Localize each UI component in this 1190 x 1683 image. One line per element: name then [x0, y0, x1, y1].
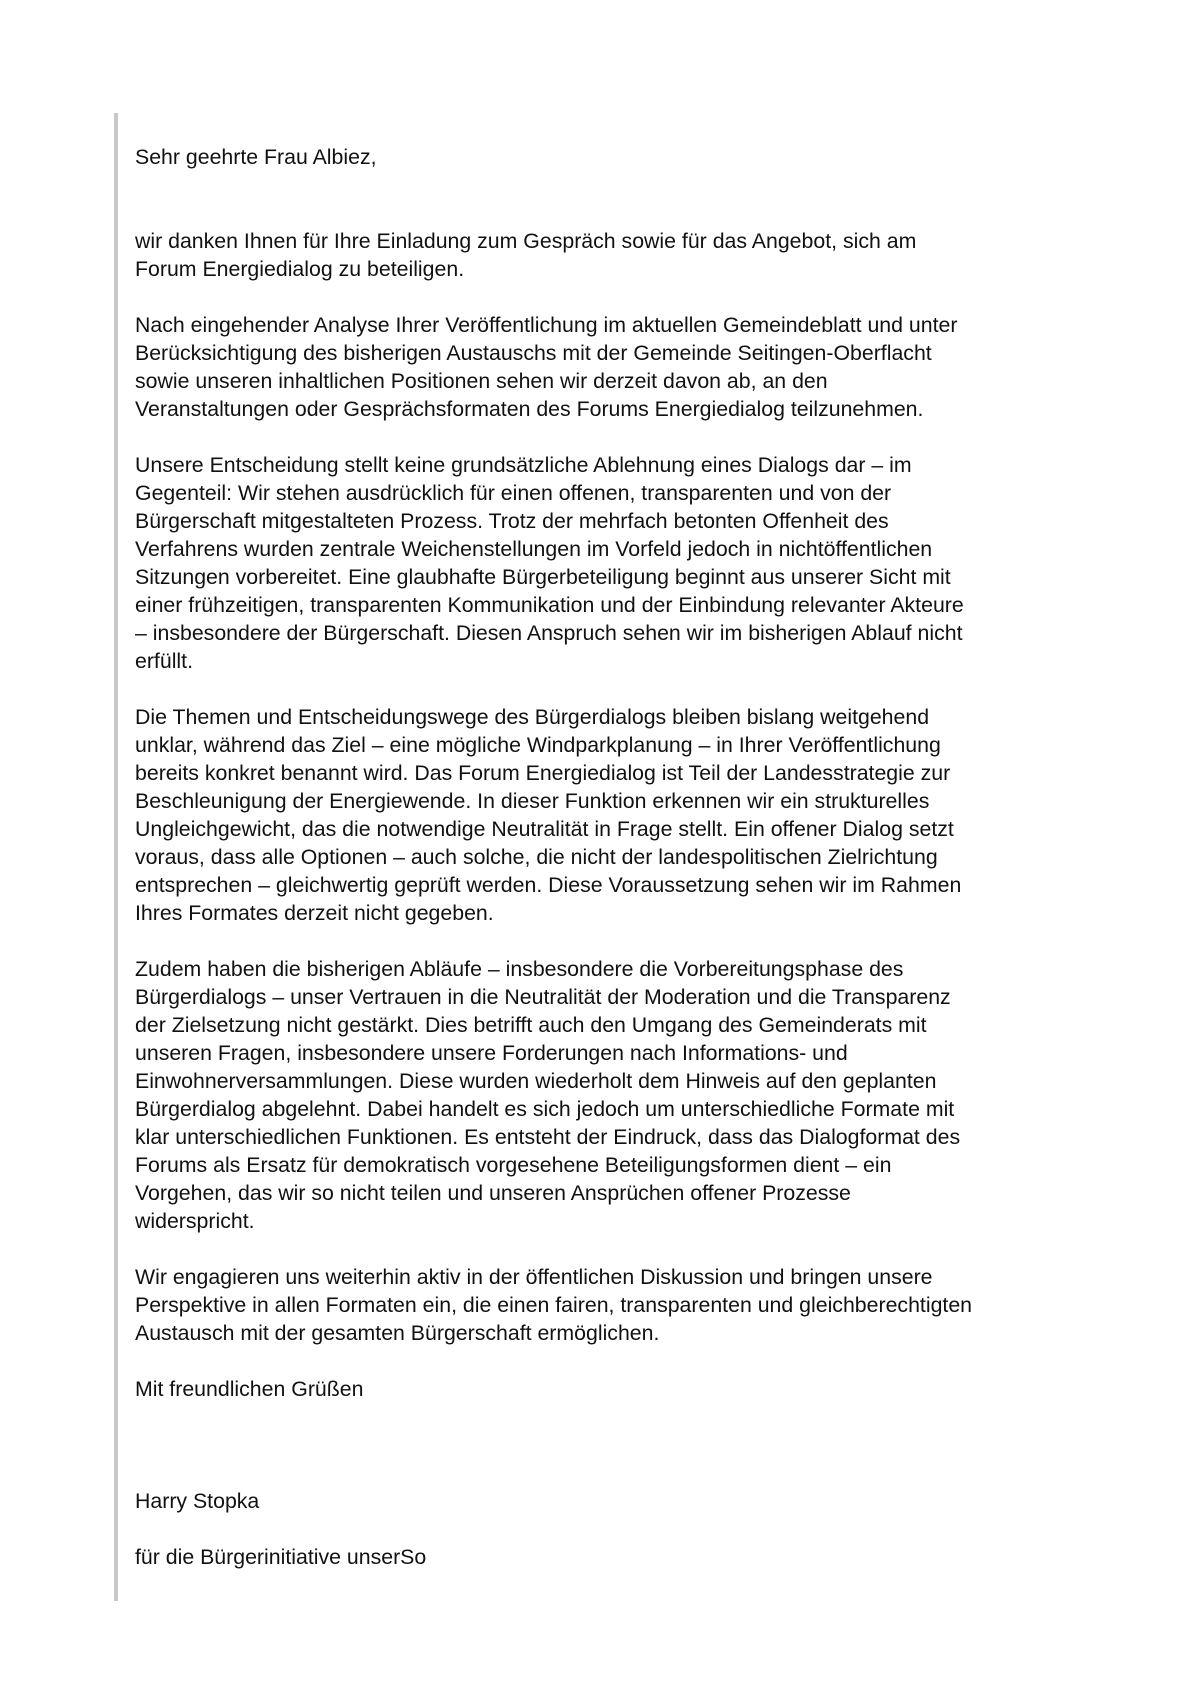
- paragraph-line: Zudem haben die bisherigen Abläufe – insbesondere die Vorbereitungsphase des: [135, 957, 904, 981]
- paragraph-line: Forums als Ersatz für demokratisch vorgesehene Beteiligungsformen dient – ein: [135, 1153, 892, 1177]
- signature: [135, 1459, 1115, 1599]
- paragraph-line: Die Themen und Entscheidungswege des Bürgerdialogs bleiben bislang weitgehend: [135, 705, 930, 729]
- letter-quote-block: [114, 113, 1115, 1601]
- paragraph-line: Beschleunigung der Energiewende. In dieser Funktion erkennen wir ein strukturelles: [135, 789, 930, 813]
- paragraph-line: Sitzungen vorbereitet. Eine glaubhafte Bürgerbeteiligung beginnt aus unserer Sicht mit: [135, 565, 951, 589]
- paragraph-line: unklar, während das Ziel – eine mögliche Windparkplanung – in Ihrer Veröffentlichung: [135, 733, 941, 757]
- paragraph-line: Ihres Formates derzeit nicht gegeben.: [135, 901, 494, 925]
- signature-name: Harry Stopka: [135, 1489, 260, 1513]
- body-paragraph: [135, 703, 1115, 927]
- paragraph-line: Unsere Entscheidung stellt keine grundsätzliche Ablehnung eines Dialogs dar – im: [135, 453, 912, 477]
- body-paragraph: [135, 955, 1115, 1235]
- paragraph-line: Wir engagieren uns weiterhin aktiv in der öffentlichen Diskussion und bringen unsere: [135, 1265, 933, 1289]
- closing-text: Mit freundlichen Grüßen: [135, 1377, 364, 1401]
- closing: [135, 1347, 1115, 1431]
- paragraph-line: Perspektive in allen Formaten ein, die einen fairen, transparenten und gleichberechtigten: [135, 1293, 973, 1317]
- salutation: [135, 115, 1115, 199]
- paragraph-line: Veranstaltungen oder Gesprächsformaten des Forums Energiedialog teilzunehmen.: [135, 397, 924, 421]
- salutation-text: Sehr geehrte Frau Albiez,: [135, 145, 377, 169]
- paragraph-line: der Zielsetzung nicht gestärkt. Dies betrifft auch den Umgang des Gemeinderats mit: [135, 1013, 927, 1037]
- paragraph-line: widerspricht.: [135, 1209, 255, 1233]
- paragraph-line: Vorgehen, das wir so nicht teilen und unseren Ansprüchen offener Prozesse: [135, 1181, 851, 1205]
- letter-body: [135, 227, 1115, 1347]
- body-paragraph: [135, 227, 1115, 283]
- paragraph-line: voraus, dass alle Optionen – auch solche, die nicht der landespolitischen Zielrichtung: [135, 845, 938, 869]
- paragraph-line: Einwohnerversammlungen. Diese wurden wiederholt dem Hinweis auf den geplanten: [135, 1069, 937, 1093]
- paragraph-line: Bürgerdialog abgelehnt. Dabei handelt es sich jedoch um unterschiedliche Formate mit: [135, 1097, 955, 1121]
- paragraph-line: Austausch mit der gesamten Bürgerschaft ermöglichen.: [135, 1321, 660, 1345]
- paragraph-line: einer frühzeitigen, transparenten Kommunikation und der Einbindung relevanter Akteure: [135, 593, 964, 617]
- paragraph-line: unseren Fragen, insbesondere unsere Forderungen nach Informations- und: [135, 1041, 848, 1065]
- paragraph-line: Bürgerdialogs – unser Vertrauen in die Neutralität der Moderation und die Transparenz: [135, 985, 951, 1009]
- paragraph-line: Forum Energiedialog zu beteiligen.: [135, 257, 465, 281]
- paragraph-line: bereits konkret benannt wird. Das Forum Energiedialog ist Teil der Landesstrategie zur: [135, 761, 951, 785]
- paragraph-line: entsprechen – gleichwertig geprüft werden. Diese Voraussetzung sehen wir im Rahmen: [135, 873, 962, 897]
- paragraph-line: Ungleichgewicht, das die notwendige Neutralität in Frage stellt. Ein offener Dialog setzt: [135, 817, 954, 841]
- paragraph-line: Nach eingehender Analyse Ihrer Veröffentlichung im aktuellen Gemeindeblatt und unter: [135, 313, 958, 337]
- body-paragraph: [135, 451, 1115, 675]
- body-paragraph: [135, 311, 1115, 423]
- paragraph-line: klar unterschiedlichen Funktionen. Es entsteht der Eindruck, dass das Dialogformat des: [135, 1125, 961, 1149]
- paragraph-line: sowie unseren inhaltlichen Positionen sehen wir derzeit davon ab, an den: [135, 369, 828, 393]
- paragraph-line: Gegenteil: Wir stehen ausdrücklich für einen offenen, transparenten und von der: [135, 481, 892, 505]
- paragraph-line: Verfahrens wurden zentrale Weichenstellungen im Vorfeld jedoch in nichtöffentlichen: [135, 537, 933, 561]
- paragraph-line: Bürgerschaft mitgestalteten Prozess. Trotz der mehrfach betonten Offenheit des: [135, 509, 889, 533]
- signature-organization: für die Bürgerinitiative unserSo: [135, 1545, 427, 1569]
- body-paragraph: [135, 1263, 1115, 1347]
- paragraph-line: wir danken Ihnen für Ihre Einladung zum Gespräch sowie für das Angebot, sich am: [135, 229, 917, 253]
- paragraph-line: erfüllt.: [135, 649, 193, 673]
- paragraph-line: Berücksichtigung des bisherigen Austauschs mit der Gemeinde Seitingen-Oberflacht: [135, 341, 932, 365]
- paragraph-line: – insbesondere der Bürgerschaft. Diesen Anspruch sehen wir im bisherigen Ablauf nicht: [135, 621, 963, 645]
